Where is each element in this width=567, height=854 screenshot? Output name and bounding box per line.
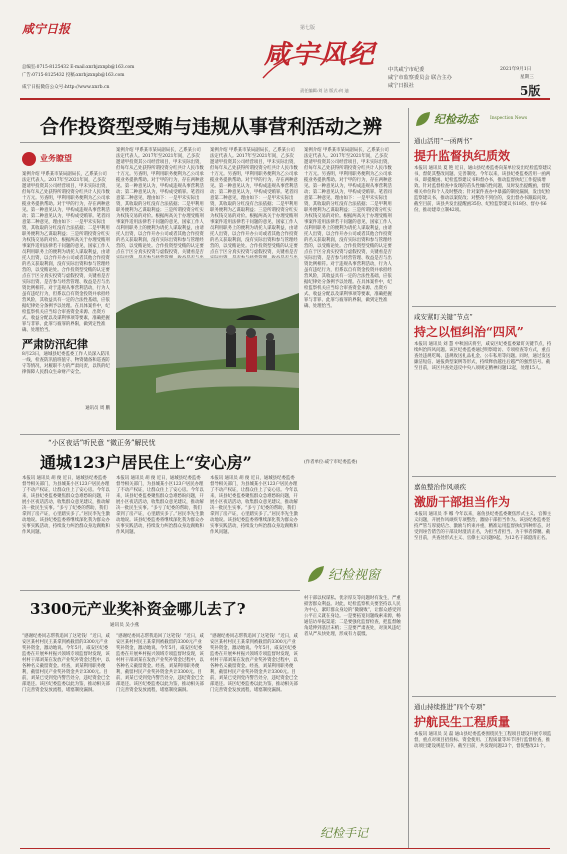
tag-badge-icon (22, 152, 36, 166)
top-line-label: 第七版 (300, 25, 316, 31)
main-body-col-3: 案例介绍 甲系某市某局副局长，乙系某公司法定代表人。2017年至2021年间，乙多次邀请甲投资其公司经营项目，甲未实际出资，但每年从乙处获得所谓投资分红共计人民币数十万元。另查明，甲利用职务便利为乙公司承揽业务提供帮助。对于甲的行为，存在两种意见。第一种意见认为，甲构成违规从事营利活动；第二种意见认为，甲构成受贿罪。笔者同意第二种意见，理由如下：一是甲未实际出资，其收取的分红没有合法依据；二是甲利用职务便利为乙谋取利益；三是所谓投资分红实为权钱交易的对价。根据两高关于办理受贿刑事案件适用法律若干问题的意见，国家工作人员利用职务上的便利为请托人谋取利益，由请托人出资，以合作开办公司或者其他合作投资的名义获取利润，没有实际出资和参与管理经营的，以受贿论处。合作投资型受贿的认定要点在于区分真实投资与虚假投资，关键看是否 (210, 148, 298, 255)
main-body-col-1: 案例介绍 甲系某市某局副局长，乙系某公司法定代表人。2017年至2021年间，乙多次邀请甲投资其公司经营项目，甲未实际出资，但每年从乙处获得所谓投资分红共计人民币数十万元。另查明，甲利用职务便利为乙公司承揽业务提供帮助。对于甲的行为，存在两种意见。第一种意见认为，甲构成违规从事营利活动；第二种意见认为，甲构成受贿罪。笔者同意第二种意见，理由如下：一是甲未实际出资，其收取的分红没有合法依据；二是甲利用职务便利为乙谋取利益；三是所谓投资分红实为权钱交易的对价。根据两高关于办理受贿刑事案件适用法律若干问题的意见，国家工作人员利用职务上的便利为请托人谋取利益，由请托人出资，以合作开办公司或者其他合作投资的名义获取利润，没有实际出资和参与管理经营的，以受贿论处。合作投资型受贿的认定要点在于区分真实投资与虚假投资，关键看是否实际出资、是否参与经营管理、收益是否与出资比例相符。对于违规从事营利活动，行为人虽有违纪行为，但系以自有资金投资并承担经营风险，其收益具有一定的合法性基础，应依据纪律处分条例予以处理。在具体案件中，纪检监察机关应当综合审查资金来源、出资方式、收益分配以及谋利事项等要素，准确把握罪与非罪、此罪与彼罪的界限，做到定性准确、处理恰当。 (22, 172, 110, 333)
story3-rule (20, 590, 300, 591)
paper-logo: 咸宁日报 (22, 22, 71, 36)
rs2-body: 本报讯 通讯员 刘 慧 中秋国庆将至，咸安区纪委监委紧盯关键节点，持续纠治四风问题。该区纪委监委通过明察暗访、专项检查等方式，重点查处违规吃喝、违规收送礼品礼金、公车私用等问题。同时，通过发送廉洁短信、通报典型案例等形式，持续释放越往后越严的强烈信号。截至目前，该区共查处违反中央八项规定精神问题12起，处理15人。 (414, 342, 552, 371)
date: 2021年9月1日 (500, 67, 532, 72)
story3-byline: 通讯员 吴小燕 (110, 623, 140, 628)
masthead (0, 0, 567, 110)
sidebar-body: 8月23日，通城县纪委监委工作人员深入防汛一线，检查防汛值班值守、物资储备和巡查防守等情况，对履职不力的严肃问责，以铁的纪律保障人民群众生命财产安全。 (22, 352, 110, 375)
leaf-icon (306, 564, 326, 584)
column-tag (22, 150, 82, 170)
rs3-kicker: 嘉鱼整治作风顽疾 (414, 483, 466, 491)
main-body-col-4: 案例介绍 甲系某市某局副局长，乙系某公司法定代表人。2017年至2021年间，乙多次邀请甲投资其公司经营项目，甲未实际出资，但每年从乙处获得所谓投资分红共计人民币数十万元。另查明，甲利用职务便利为乙公司承揽业务提供帮助。对于甲的行为，存在两种意见。第一种意见认为，甲构成违规从事营利活动；第二种意见认为，甲构成受贿罪。笔者同意第二种意见，理由如下：一是甲未实际出资，其收取的分红没有合法依据；二是甲利用职务便利为乙谋取利益；三是所谓投资分红实为权钱交易的对价。根据两高关于办理受贿刑事案件适用法律若干问题的意见，国家工作人员利用职务上的便利为请托人谋取利益，由请托人出资，以合作开办公司或者其他合作投资的名义获取利润，没有实际出资和参与管理经营的，以受贿论处。合作投资型受贿的认定要点在于区分真实投资与虚假投资，关键看是否实际出资、是否参与经营管理、收益是否与出资比例相符。对于违规从事营利活动，行为人虽有违纪行为，但系以自有资金投资并承担经营风险，其收益具有一定的合法性基础，应依据纪律处分条例予以处理。在具体案件中，纪检监察机关应当综合审查资金来源、出资方式、收益分配以及谋利事项等要素，准确把握罪与非罪、此罪与彼罪的界限，做到定性准确、处理恰当。 (304, 148, 392, 309)
rs4-headline: 护航民生工程质量 (414, 715, 511, 729)
story2-body-col-1: 本报讯 通讯员 胡 俊 近日，通城县纪委监委督导相关部门，为县城某小区123户居民办理了不动产权证，让群众住上了安心房。今年以来，该县纪委监委聚焦群众急难愁盼问题，开展小区夜话活动，收集群众意见建议，推动解决一批民生实事。“多亏了纪委的帮助，我们拿到了房产证，心里踏实多了。”居民李先生激动地说。该县纪委监委将继续深化我为群众办实事实践活动，持续发力纠治群众身边腐败和作风问题。 (22, 476, 110, 535)
rs4-rule (412, 696, 556, 697)
sidebar-author: 通讯员 周 鹏 (85, 406, 110, 411)
masthead-rule (20, 98, 550, 100)
photo-illustration (116, 258, 299, 430)
rs1-headline: 提升监督执纪质效 (414, 149, 511, 163)
story2-body-col-2: 本报讯 通讯员 胡 俊 近日，通城县纪委监委督导相关部门，为县城某小区123户居民办理了不动产权证，让群众住上了安心房。今年以来，该县纪委监委聚焦群众急难愁盼问题，开展小区夜话活动，收集群众意见建议，推动解决一批民生实事。“多亏了纪委的帮助，我们拿到了房产证，心里踏实多了。”居民李先生激动地说。该县纪委监委将继续深化我为群众办实事实践活动，持续发力纠治群众身边腐败和作风问题。 (116, 476, 204, 535)
info-line-3: 咸宁日报微信公众号:http://www.xnrb.cn (22, 85, 110, 90)
main-headline: 合作投资型受贿与违规从事营利活动之辨 (40, 116, 383, 138)
rs1-body: 本报讯 通讯员 夏 艳 近日，通山县纪委监委向某单位发出纪检监察建议书，督促其整改问题、完善制度。今年以来，该县纪委监委活用一函两书，即提醒函、纪检监察建议书和督办书，推动监督执纪工作提质增效。针对监督检查中发现的苗头性倾向性问题，及时发出提醒函，督促相关单位和个人及时整改；针对案件查办中暴露的制度漏洞，发出纪检监察建议书，推动以案促改；对整改不到位的，发出督办书跟踪问效。截至目前，该县共发出提醒函35份、纪检监察建议书18份、督办书6份，推动建章立制42项。 (414, 166, 552, 213)
sponsor-line-1: 中共咸宁市纪委 (388, 67, 425, 73)
story3-body-col-3: “感谢纪委同志帮我追回了这笔钱！”近日，咸安区某村村民王某拿到被截留的3300元产业奖补资金，激动地说。今年5月，咸安区纪委监委在开展乡村振兴领域专项监督时发现，该村村干部刘某在发放产业奖补资金过程中，以各种名义截留资金。经查，刘某利用职务便利，截留村民产业奖补资金共计3300元。目前，刘某已受到党内警告处分，违纪资金已全部退还。该区纪委监委以此为鉴，推动相关部门完善资金发放流程，堵塞制度漏洞。 (210, 634, 298, 693)
headline-rule (20, 142, 400, 143)
bottom-rule (20, 848, 550, 849)
notes-label: 纪检手记 (320, 826, 369, 840)
section-title: 咸宁风纪 (264, 40, 377, 70)
rs3-body: 本报讯 通讯员 李 娜 今年以来，嘉鱼县纪委监委聚焦形式主义、官僚主义问题，开展作风顽疾专项整治，激励干部担当作为。该县纪委监委坚持严管与厚爱结合、激励与约束并重，精准运用监督执纪四种形态，对受到诬告错告的干部及时澄清正名，为担当者担当、为干事者撑腰。截至目前，共查处形式主义、官僚主义问题9起，为12名干部澄清正名。 (414, 512, 552, 541)
weekday: 星期三 (520, 75, 534, 80)
window-label-block (306, 560, 402, 588)
sponsor-line-3: 咸宁日报社 (388, 83, 414, 89)
brand-block (414, 110, 554, 130)
story3-body-col-2: “感谢纪委同志帮我追回了这笔钱！”近日，咸安区某村村民王某拿到被截留的3300元产业奖补资金，激动地说。今年5月，咸安区纪委监委在开展乡村振兴领域专项监督时发现，该村村干部刘某在发放产业奖补资金过程中，以各种名义截留资金。经查，刘某利用职务便利，截留村民产业奖补资金共计3300元。目前，刘某已受到党内警告处分，违纪资金已全部退还。该区纪委监委以此为鉴，推动相关部门完善资金发放流程，堵塞制度漏洞。 (116, 634, 204, 693)
bottom-right-label (306, 822, 402, 846)
main-author: (作者单位:咸宁市纪委监委) (304, 460, 358, 465)
page-number: 5版 (520, 84, 541, 98)
story2-kicker: “小区夜话”听民意 “微正务”解民忧 (48, 439, 156, 447)
flood-patrol-photo (116, 258, 299, 430)
info-line-1: 总编室:0715-8125432 E-mail:xnrbjzxnpb@163.com (22, 65, 135, 70)
window-label: 纪检视窗 (328, 568, 381, 583)
rs3-rule (412, 476, 556, 477)
brand-label: 纪检动态 (434, 113, 478, 126)
main-body-col-2: 案例介绍 甲系某市某局副局长，乙系某公司法定代表人。2017年至2021年间，乙多次邀请甲投资其公司经营项目，甲未实际出资，但每年从乙处获得所谓投资分红共计人民币数十万元。另查明，甲利用职务便利为乙公司承揽业务提供帮助。对于甲的行为，存在两种意见。第一种意见认为，甲构成违规从事营利活动；第二种意见认为，甲构成受贿罪。笔者同意第二种意见，理由如下：一是甲未实际出资，其收取的分红没有合法依据；二是甲利用职务便利为乙谋取利益；三是所谓投资分红实为权钱交易的对价。根据两高关于办理受贿刑事案件适用法律若干问题的意见，国家工作人员利用职务上的便利为请托人谋取利益，由请托人出资，以合作开办公司或者其他合作投资的名义获取利润，没有实际出资和参与管理经营的，以受贿论处。合作投资型受贿的认定要点在于区分真实投资与虚假投资，关键看是否 (116, 148, 204, 255)
right-col-divider (408, 108, 409, 848)
rs3-headline: 激励干部担当作为 (414, 495, 511, 509)
rs2-kicker: 咸安紧盯关键“节点” (414, 313, 473, 321)
sponsor-line-2: 咸宁市监察委员会 联合主办 (388, 75, 452, 81)
story3-headline: 3300元产业奖补资金哪儿去了? (30, 600, 246, 618)
story3-body-col-1: “感谢纪委同志帮我追回了这笔钱！”近日，咸安区某村村民王某拿到被截留的3300元产业奖补资金，激动地说。今年5月，咸安区纪委监委在开展乡村振兴领域专项监督时发现，该村村干部刘某在发放产业奖补资金过程中，以各种名义截留资金。经查，刘某利用职务便利，截留村民产业奖补资金共计3300元。目前，刘某已受到党内警告处分，违纪资金已全部退还。该区纪委监委以此为鉴，推动相关部门完善资金发放流程，堵塞制度漏洞。 (22, 634, 110, 693)
column-tag-label: 业务瞭望 (40, 153, 72, 163)
rs1-kicker: 通山活用“一函两书” (414, 137, 473, 145)
brand-sub: Inspection News (490, 116, 528, 121)
sidebar-title: 严肃防汛纪律 (22, 338, 88, 351)
rs2-headline: 持之以恒纠治“四风” (414, 325, 524, 339)
mid-column-body: 村干部以权谋私、优亲厚友等问题时有发生，严重损害群众利益。对此，纪检监察机关要坚持以人民为中心，紧盯群众身边的“微腐败”，让群众感受到公平正义就在身边。一是要拓宽问题线索来源，畅通信访举报渠道；二是要强化监督检查，把监督触角延伸到基层末梢；三是要严肃查处，对顶风违纪者从严从快处理，形成有力震慑。 (304, 596, 401, 637)
story2-rule (20, 434, 400, 435)
info-line-2: 广告:0715-8125432 投稿:xnrbjzxnpb@163.com (22, 73, 125, 78)
story2-body-col-3: 本报讯 通讯员 胡 俊 近日，通城县纪委监委督导相关部门，为县城某小区123户居民办理了不动产权证，让群众住上了安心房。今年以来，该县纪委监委聚焦群众急难愁盼问题，开展小区夜话活动，收集群众意见建议，推动解决一批民生实事。“多亏了纪委的帮助，我们拿到了房产证，心里踏实多了。”居民李先生激动地说。该县纪委监委将继续深化我为群众办实事实践活动，持续发力纠治群众身边腐败和作风问题。 (210, 476, 298, 535)
rs2-rule (412, 306, 556, 307)
editor-line: 责任编辑:刘 洁 版式:何 迪 (300, 88, 349, 93)
rs4-body: 本报讯 通讯员 吴 磊 通山县纪委监委围绕民生工程项目建设开展专项监督，重点对项目招投标、资金使用、工程质量等环节进行监督检查，推动项目建设规范有序。截至目前，共发现问题23个，督促整改21个。 (414, 732, 552, 749)
rs4-kicker: 通山持续推进“四个专项” (414, 703, 486, 711)
story2-headline: 通城123户居民住上“安心房” (40, 453, 252, 472)
leaf-brand-icon (414, 110, 432, 128)
